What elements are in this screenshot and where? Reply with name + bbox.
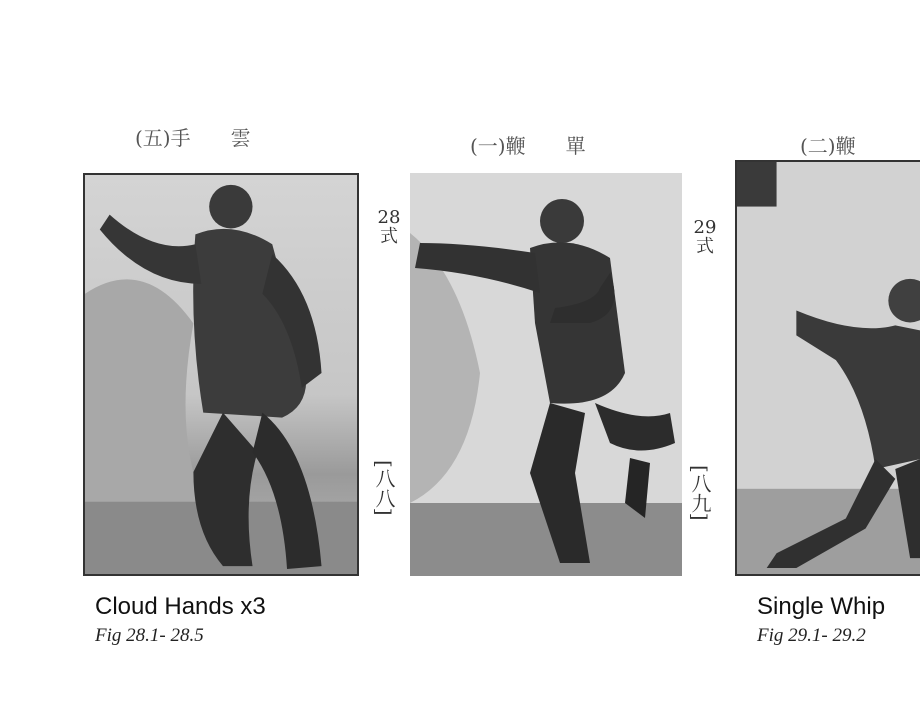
panel3-chinese-heading: (二)鞭 bbox=[800, 134, 856, 158]
panel1-figure-ref: Fig 28.1- 28.5 bbox=[95, 625, 204, 646]
single-whip-photo-1 bbox=[410, 173, 682, 576]
panel3-caption: Single Whip bbox=[757, 593, 886, 620]
panel1-caption: Cloud Hands x3 bbox=[95, 593, 266, 620]
single-whip-photo-2 bbox=[735, 160, 920, 576]
cloud-hands-photo bbox=[83, 173, 359, 576]
panel3-side-label bbox=[690, 218, 720, 256]
panel2-side-label bbox=[374, 208, 404, 246]
panel1-chinese-heading: (五)手 雲 bbox=[135, 126, 251, 150]
panel3-side-number: 29 bbox=[693, 217, 717, 238]
panel3-bottom-label: [八九] bbox=[688, 465, 712, 521]
panel2-chinese-heading: (一)鞭 單 bbox=[470, 134, 586, 158]
panel2-side-char: 式 bbox=[380, 226, 398, 247]
panel3-side-char: 式 bbox=[696, 236, 714, 257]
panel2-bottom-label: [八八] bbox=[372, 460, 396, 516]
panel2-side-number: 28 bbox=[377, 207, 401, 228]
panel3-figure-ref: Fig 29.1- 29.2 bbox=[757, 625, 866, 646]
